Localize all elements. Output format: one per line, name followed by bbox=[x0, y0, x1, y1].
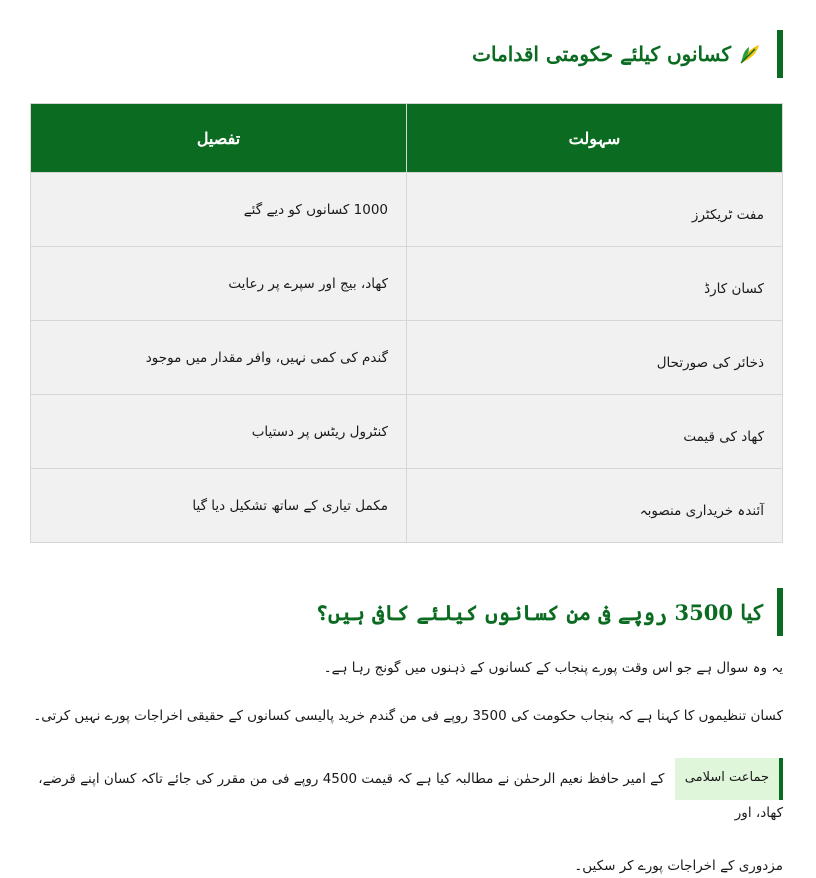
party-tag-link[interactable]: جماعت اسلامی bbox=[675, 758, 783, 800]
article-page bbox=[30, 0, 783, 878]
table-row bbox=[31, 395, 783, 469]
table-cell-details: کھاد، بیج اور سپرے پر رعایت bbox=[31, 247, 407, 321]
section-title: کیا 3500 روپے فی من کسانوں کیلئے کافی ہیں؟ bbox=[315, 599, 763, 625]
table-cell-facility: ذخائر کی صورتحال bbox=[407, 321, 783, 395]
paragraph-1: یہ وہ سوال ہے جو اس وقت پورے پنجاب کے کسانوں کے ذہنوں میں گونج رہا ہے۔ bbox=[323, 660, 783, 676]
table-cell-details: 1000 کسانوں کو دیے گئے bbox=[31, 173, 407, 247]
column-header-facility: سہولت bbox=[407, 104, 783, 173]
section-heading-price-question bbox=[30, 588, 783, 636]
table-header-row bbox=[31, 104, 783, 173]
column-header-details: تفصیل bbox=[31, 104, 407, 173]
paragraph-3-continued: مزدوری کے اخراجات پورے کر سکیں۔ bbox=[574, 858, 783, 874]
table-cell-facility: کسان کارڈ bbox=[407, 247, 783, 321]
table-row bbox=[31, 173, 783, 247]
facilities-table bbox=[30, 103, 783, 543]
table-cell-facility: کھاد کی قیمت bbox=[407, 395, 783, 469]
paragraph-2: کسان تنظیموں کا کہنا ہے کہ پنجاب حکومت کی 3500 روپے فی من گندم خرید پالیسی کسانوں کے حقیقی اخراجات پورے نہیں کرتی۔ bbox=[33, 708, 783, 724]
wheat-leaf-icon bbox=[737, 41, 763, 67]
table-row bbox=[31, 321, 783, 395]
table-row bbox=[31, 469, 783, 543]
paragraph-3 bbox=[30, 758, 783, 826]
table-cell-details: مکمل تیاری کے ساتھ تشکیل دیا گیا bbox=[31, 469, 407, 543]
table-cell-details: گندم کی کمی نہیں، وافر مقدار میں موجود bbox=[31, 321, 407, 395]
section-heading-government-measures bbox=[30, 30, 783, 78]
table-cell-facility: آئندہ خریداری منصوبہ bbox=[407, 469, 783, 543]
table-cell-facility: مفت ٹریکٹرز bbox=[407, 173, 783, 247]
table-row bbox=[31, 247, 783, 321]
table-cell-details: کنٹرول ریٹس پر دستیاب bbox=[31, 395, 407, 469]
paragraph-3-text: کے امیر حافظ نعیم الرحمٰن نے مطالبہ کیا ہے کہ قیمت 4500 روپے فی من مقرر کی جائے تاکہ کسان اپنے قرضے، کھاد، اور bbox=[38, 771, 783, 821]
section-title: کسانوں کیلئے حکومتی اقدامات bbox=[472, 42, 731, 66]
